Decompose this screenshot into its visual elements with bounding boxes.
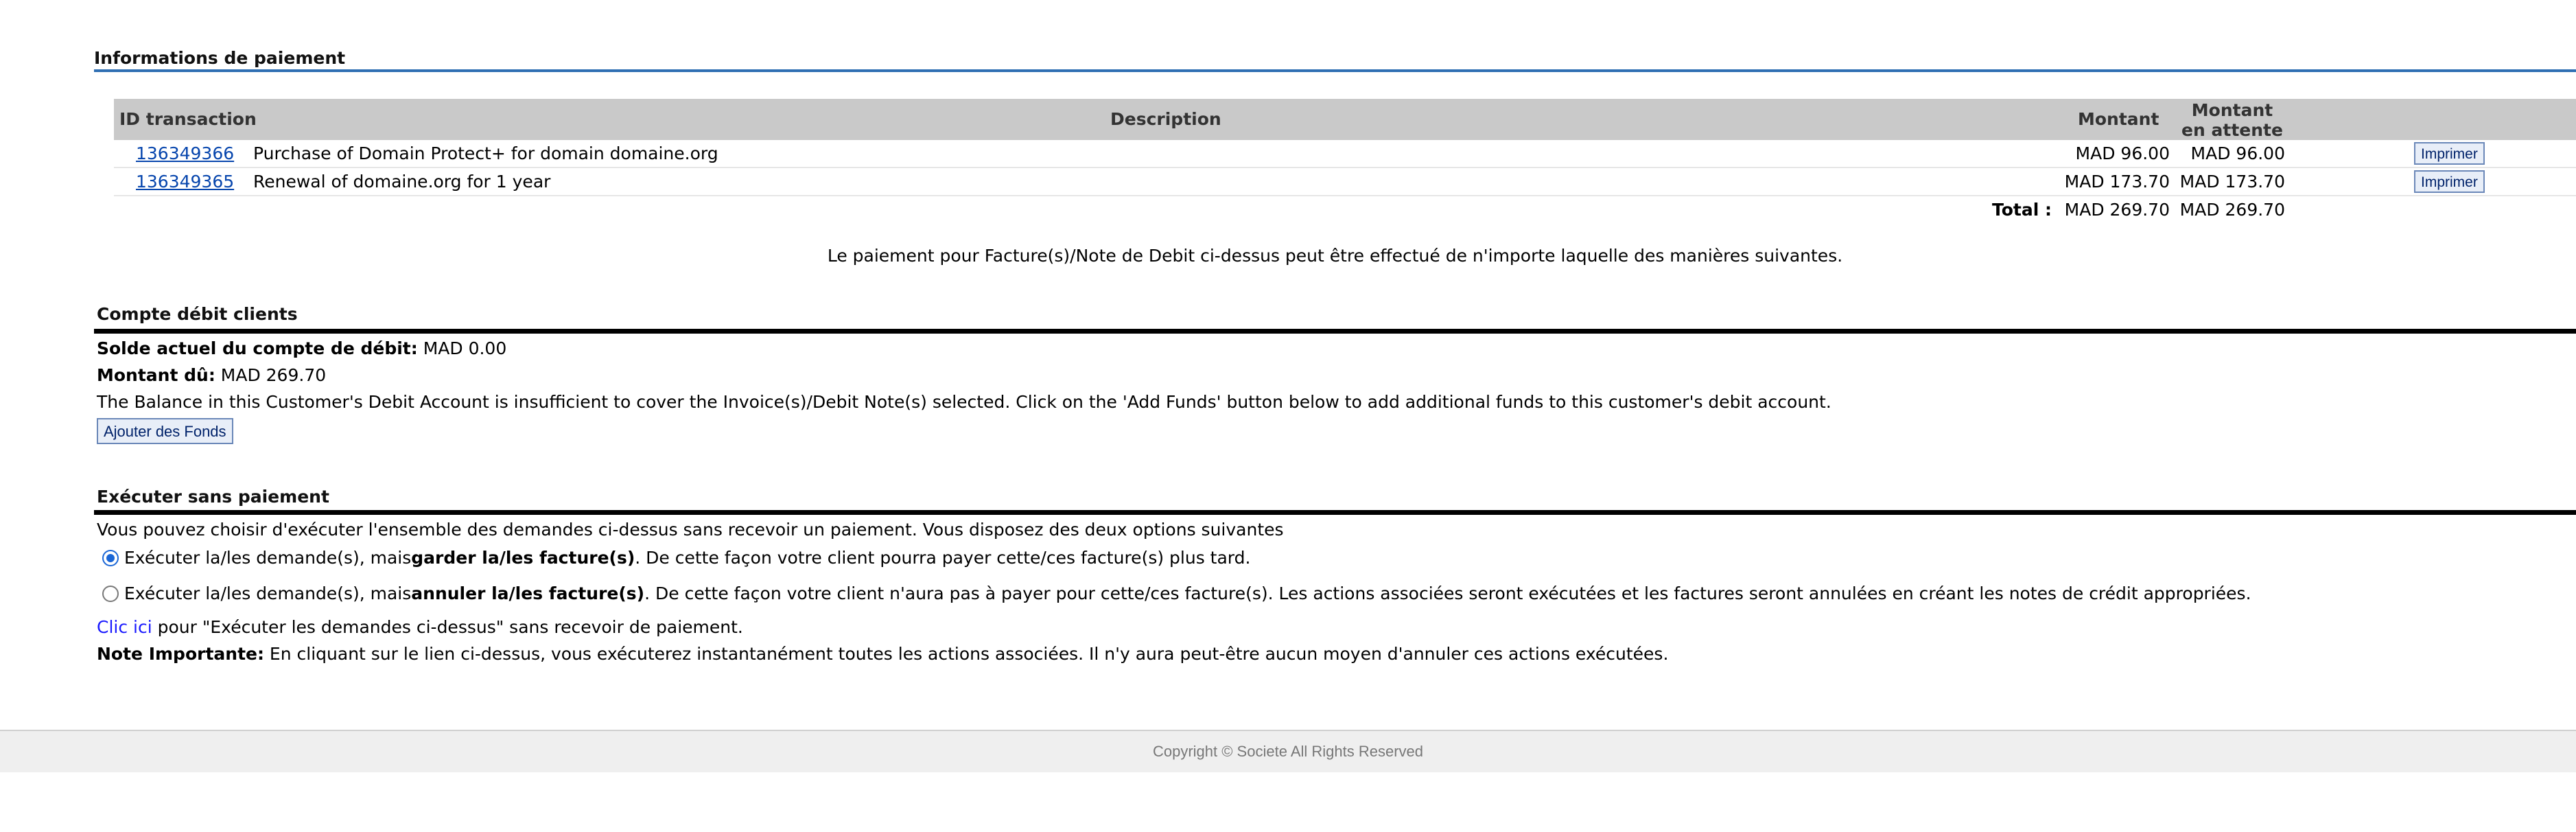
- execute-intro: Vous pouvez choisir d'exécuter l'ensemble des demandes ci-dessus sans recevoir un paiement. Vous disposez des deux options suivantes: [97, 520, 1284, 540]
- add-funds-button[interactable]: Ajouter des Fonds: [97, 418, 233, 444]
- transaction-amount: MAD 96.00: [2075, 143, 2170, 163]
- transaction-description: Purchase of Domain Protect+ for domain domaine.org: [253, 143, 718, 163]
- table-row: [114, 168, 2576, 196]
- total-row: [114, 196, 2576, 223]
- due-label: Montant dû:: [97, 365, 215, 385]
- table-header: [114, 99, 2576, 140]
- transaction-id-link[interactable]: 136349365: [136, 172, 235, 192]
- click-here-line: Clic ici pour "Exécuter les demandes ci-dessus" sans recevoir de paiement.: [97, 617, 743, 637]
- total-amount: MAD 269.70: [2064, 200, 2170, 220]
- debit-account-title: Compte débit clients: [97, 304, 298, 324]
- payment-info-title: Informations de paiement: [94, 48, 346, 68]
- section-divider: [94, 329, 2576, 334]
- transaction-pending: MAD 96.00: [2190, 143, 2285, 163]
- transaction-id-link[interactable]: 136349366: [136, 143, 235, 163]
- transactions-table: [114, 99, 2576, 223]
- radio-cancel-invoices[interactable]: [102, 586, 119, 602]
- balance-line: [97, 338, 506, 358]
- balance-label: Solde actuel du compte de débit:: [97, 338, 418, 358]
- print-button[interactable]: Imprimer: [2414, 170, 2485, 193]
- insufficient-balance-notice: The Balance in this Customer's Debit Account is insufficient to cover the Invoice(s)/Debit Note(s) selected. Click on the 'Add Funds' button below to add additional funds to this customer's debit account.: [97, 392, 1831, 412]
- payment-methods-message: Le paiement pour Facture(s)/Note de Debit ci-dessus peut être effectué de n'importe laquelle des manières suivantes.: [827, 246, 1843, 266]
- print-button[interactable]: Imprimer: [2414, 142, 2485, 165]
- option-cancel-bold: annuler la/les facture(s): [411, 583, 645, 603]
- note-label: Note Importante:: [97, 644, 264, 664]
- balance-value: MAD 0.00: [423, 338, 507, 358]
- col-description: Description: [1110, 109, 1221, 129]
- copyright-text: Copyright © Societe All Rights Reserved: [1152, 743, 1424, 760]
- transaction-pending: MAD 173.70: [2179, 172, 2285, 192]
- col-amount: Montant: [2078, 109, 2159, 129]
- transaction-amount: MAD 173.70: [2064, 172, 2170, 192]
- option-keep-invoices[interactable]: Exécuter la/les demande(s), mais garder la/les facture(s) . De cette façon votre client pourra payer cette/ces facture(s) plus tard.: [102, 548, 1250, 568]
- click-here-link[interactable]: Clic ici: [97, 617, 152, 637]
- table-row: [114, 140, 2576, 168]
- transaction-description: Renewal of domaine.org for 1 year: [253, 172, 551, 192]
- execute-title: Exécuter sans paiement: [97, 487, 329, 507]
- title-divider: [94, 69, 2576, 72]
- col-pending: Montant en attente: [2181, 100, 2283, 140]
- section-divider: [94, 510, 2576, 515]
- total-pending: MAD 269.70: [2179, 200, 2285, 220]
- col-id: ID transaction: [119, 109, 257, 129]
- due-line: [97, 365, 326, 385]
- total-label: Total :: [1992, 200, 2052, 220]
- option-keep-bold: garder la/les facture(s): [411, 548, 635, 568]
- important-note: Note Importante: En cliquant sur le lien ci-dessus, vous exécuterez instantanément toutes les actions associées. Il n'y aura peut-être aucun moyen d'annuler ces actions exécutées.: [97, 644, 1669, 664]
- due-value: MAD 269.70: [220, 365, 327, 385]
- radio-keep-invoices[interactable]: [102, 550, 119, 566]
- option-cancel-invoices[interactable]: Exécuter la/les demande(s), mais annuler la/les facture(s) . De cette façon votre client n'aura pas à payer pour cette/ces facture(s). Les actions associées seront exécutées et les factures seront annulées en créant les notes de crédit appropriées.: [102, 583, 2251, 603]
- footer: [0, 730, 2576, 772]
